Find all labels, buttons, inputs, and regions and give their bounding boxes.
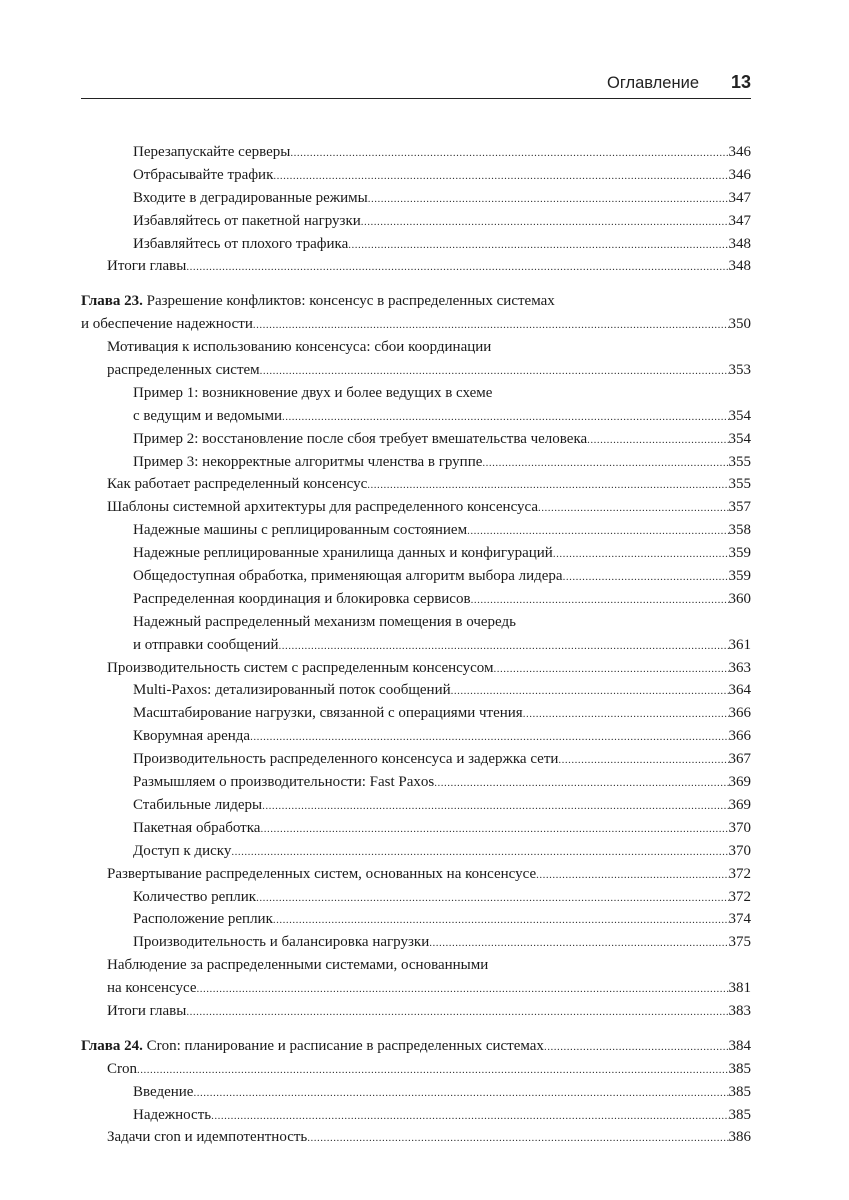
dot-leader	[250, 725, 728, 748]
toc-line	[81, 611, 751, 634]
toc-entry[interactable]	[81, 1081, 751, 1104]
toc-entry-title: Отбрасывайте трафик	[133, 166, 274, 183]
toc-line	[81, 519, 751, 542]
toc-entry[interactable]	[81, 519, 751, 542]
toc-line	[81, 210, 751, 233]
dot-leader	[196, 977, 728, 1000]
toc-line	[81, 313, 751, 336]
toc-entry-title: Перезапускайте серверы	[133, 144, 291, 160]
toc-entry-title: Итоги главы	[107, 1002, 187, 1019]
toc-line	[81, 255, 751, 278]
toc-line	[81, 233, 751, 256]
toc-page-number: 359	[728, 568, 751, 585]
toc-page-number: 385	[728, 1060, 751, 1077]
dot-leader	[193, 1081, 728, 1104]
toc-page-number: 370	[728, 819, 751, 836]
toc-entry-title: Cron	[107, 1060, 137, 1077]
toc-entry[interactable]	[81, 588, 751, 611]
toc-entry-title: Входите в деградированные режимы	[133, 189, 368, 206]
toc-entry[interactable]	[81, 428, 751, 451]
dot-leader	[211, 1104, 728, 1127]
toc-line	[81, 290, 751, 313]
dot-leader	[434, 771, 728, 794]
toc-entry[interactable]	[81, 473, 751, 496]
dot-leader	[523, 702, 729, 725]
toc-line	[81, 141, 751, 164]
toc-entry[interactable]	[81, 1126, 751, 1149]
dot-leader	[538, 496, 728, 519]
toc-page-number: 364	[728, 682, 751, 699]
toc-line	[81, 908, 751, 931]
toc-line	[81, 428, 751, 451]
toc-line	[81, 794, 751, 817]
toc-line	[81, 542, 751, 565]
toc-line	[81, 1104, 751, 1127]
dot-leader	[273, 164, 728, 187]
toc-entry[interactable]	[81, 1058, 751, 1081]
toc-entry-title: Надежные машины с реплицированным состоянием	[133, 522, 468, 539]
toc-line	[81, 817, 751, 840]
toc-page-number: 363	[728, 659, 751, 676]
toc-line	[81, 451, 751, 474]
toc-line	[81, 840, 751, 863]
dot-leader	[558, 748, 728, 771]
toc-entry[interactable]	[81, 290, 751, 336]
toc-line	[81, 863, 751, 886]
toc-entry[interactable]	[81, 748, 751, 771]
toc-entry[interactable]	[81, 141, 751, 164]
toc-entry[interactable]	[81, 1000, 751, 1023]
section-gap	[81, 1023, 751, 1035]
toc-line	[81, 748, 751, 771]
dot-leader	[482, 451, 728, 474]
toc-page-number: 369	[728, 774, 751, 791]
toc-entry[interactable]	[81, 164, 751, 187]
dot-leader	[253, 313, 729, 336]
toc-entry[interactable]	[81, 611, 751, 657]
toc-line	[81, 1058, 751, 1081]
chapter-label: Глава 24.	[81, 1037, 143, 1054]
toc-entry[interactable]	[81, 863, 751, 886]
toc-entry[interactable]	[81, 542, 751, 565]
dot-leader	[282, 405, 729, 428]
dot-leader	[186, 255, 728, 278]
chapter-label: Глава 23.	[81, 293, 143, 310]
dot-leader	[563, 565, 729, 588]
dot-leader	[587, 428, 728, 451]
running-header	[81, 68, 751, 99]
toc-page-number: 346	[728, 166, 751, 183]
toc-line	[81, 405, 751, 428]
toc-line	[81, 679, 751, 702]
dot-leader	[429, 931, 728, 954]
dot-leader	[262, 794, 728, 817]
toc-entry-title: Кворумная аренда	[133, 728, 251, 745]
dot-leader	[279, 634, 729, 657]
dot-leader	[256, 886, 728, 909]
toc-page-number: 348	[728, 235, 751, 252]
toc-entry-title: Глава 23. Разрешение конфликтов: консенсус в распределенных системах	[81, 293, 555, 310]
toc-page-number: 354	[728, 407, 751, 424]
toc-entry[interactable]	[81, 886, 751, 909]
dot-leader	[368, 187, 729, 210]
toc-page-number: 350	[728, 316, 751, 333]
toc-entry[interactable]	[81, 1035, 751, 1058]
toc-page-number: 347	[728, 212, 751, 229]
dot-leader	[451, 679, 729, 702]
toc-entry-title: Размышляем о производительности: Fast Paxos	[133, 774, 435, 791]
table-of-contents	[81, 141, 751, 1149]
toc-line	[81, 1081, 751, 1104]
toc-line	[81, 771, 751, 794]
toc-entry-title: Пример 3: некорректные алгоритмы членства в группе	[133, 453, 483, 470]
toc-page-number: 369	[728, 796, 751, 813]
toc-entry[interactable]	[81, 931, 751, 954]
toc-line	[81, 634, 751, 657]
toc-entry-title: Производительность систем с распределенным консенсусом	[107, 659, 494, 676]
toc-line	[81, 1035, 751, 1058]
toc-line	[81, 977, 751, 1000]
toc-entry-title: Наблюдение за распределенными системами, основанными	[107, 957, 489, 974]
toc-entry-title: Шаблоны системной архитектуры для распределенного консенсуса	[107, 499, 539, 516]
toc-line	[81, 359, 751, 382]
toc-line	[81, 1126, 751, 1149]
toc-entry[interactable]	[81, 702, 751, 725]
toc-line	[81, 382, 751, 405]
toc-entry[interactable]	[81, 565, 751, 588]
running-header-title: Оглавление	[607, 74, 699, 92]
toc-page-number: 367	[728, 751, 751, 768]
toc-page-number: 383	[728, 1002, 751, 1019]
toc-line	[81, 187, 751, 210]
toc-page-number: 346	[728, 144, 751, 160]
toc-entry[interactable]	[81, 908, 751, 931]
toc-line	[81, 588, 751, 611]
toc-entry-title: Multi-Paxos: детализированный поток сообщений	[133, 682, 451, 699]
dot-leader	[367, 473, 728, 496]
toc-line	[81, 565, 751, 588]
toc-entry-title: Расположение реплик	[133, 911, 273, 928]
toc-entry[interactable]	[81, 233, 751, 256]
toc-page-number: 366	[728, 728, 751, 745]
toc-page-number: 372	[728, 888, 751, 905]
dot-leader	[137, 1058, 729, 1081]
toc-entry-title: распределенных систем	[107, 362, 260, 379]
toc-entry[interactable]	[81, 840, 751, 863]
dot-leader	[260, 359, 729, 382]
toc-page-number: 361	[728, 636, 751, 653]
toc-entry-title: на консенсусе	[107, 980, 197, 997]
toc-page-number: 385	[728, 1106, 751, 1123]
toc-entry-title: Стабильные лидеры	[133, 796, 263, 813]
toc-page-number: 353	[728, 362, 751, 379]
toc-entry-title: Производительность и балансировка нагрузки	[133, 934, 430, 951]
toc-entry-title: и обеспечение надежности	[81, 316, 253, 333]
toc-entry[interactable]	[81, 210, 751, 233]
toc-entry-title: Надежные реплицированные хранилища данных и конфигураций	[133, 545, 553, 562]
toc-entry[interactable]	[81, 336, 751, 382]
toc-entry-title: Пример 1: возникновение двух и более ведущих в схеме	[133, 384, 493, 401]
toc-line	[81, 954, 751, 977]
toc-entry[interactable]	[81, 794, 751, 817]
toc-entry-title: Глава 24. Cron: планирование и расписание в распределенных системах	[81, 1037, 544, 1054]
toc-line	[81, 1000, 751, 1023]
toc-line	[81, 657, 751, 680]
toc-entry[interactable]	[81, 771, 751, 794]
toc-line	[81, 886, 751, 909]
dot-leader	[290, 141, 728, 164]
toc-entry-title: Распределенная координация и блокировка сервисов	[133, 590, 471, 607]
toc-entry[interactable]	[81, 451, 751, 474]
dot-leader	[553, 542, 729, 565]
dot-leader	[361, 210, 729, 233]
toc-entry-title: Пакетная обработка	[133, 819, 261, 836]
toc-entry[interactable]	[81, 657, 751, 680]
dot-leader	[186, 1000, 728, 1023]
toc-line	[81, 725, 751, 748]
dot-leader	[471, 588, 729, 611]
toc-page-number: 370	[728, 842, 751, 859]
toc-page-number: 372	[728, 865, 751, 882]
toc-line	[81, 336, 751, 359]
toc-entry[interactable]	[81, 1104, 751, 1127]
toc-page-number: 381	[728, 980, 751, 997]
toc-page-number: 355	[728, 476, 751, 493]
toc-entry-title: Введение	[133, 1083, 194, 1100]
toc-page-number: 354	[728, 430, 751, 447]
toc-entry-title: с ведущим и ведомыми	[133, 407, 282, 424]
toc-entry-title: Надежный распределенный механизм помещения в очередь	[133, 613, 516, 630]
dot-leader	[544, 1035, 729, 1058]
toc-page-number: 374	[728, 911, 751, 928]
toc-entry-title: Производительность распределенного консенсуса и задержка сети	[133, 751, 559, 768]
toc-entry[interactable]	[81, 496, 751, 519]
toc-entry-title: Мотивация к использованию консенсуса: сбои координации	[107, 339, 492, 356]
toc-line	[81, 931, 751, 954]
toc-page-number: 360	[728, 590, 751, 607]
toc-entry-title: и отправки сообщений	[133, 636, 279, 653]
toc-entry[interactable]	[81, 187, 751, 210]
toc-entry-title: Количество реплик	[133, 888, 257, 905]
toc-page-number: 384	[728, 1037, 751, 1054]
toc-page-number: 348	[728, 258, 751, 275]
toc-line	[81, 496, 751, 519]
toc-line	[81, 702, 751, 725]
toc-entry[interactable]	[81, 817, 751, 840]
dot-leader	[231, 840, 728, 863]
dot-leader	[467, 519, 728, 542]
toc-page-number: 375	[728, 934, 751, 951]
toc-entry-title: Развертывание распределенных систем, основанных на консенсусе	[107, 865, 537, 882]
toc-entry-title: Доступ к диску	[133, 842, 232, 859]
toc-entry[interactable]	[81, 679, 751, 702]
section-gap	[81, 278, 751, 290]
toc-entry[interactable]	[81, 382, 751, 428]
toc-entry-title: Задачи cron и идемпотентность	[107, 1129, 308, 1146]
toc-entry-title: Масштабирование нагрузки, связанной с операциями чтения	[133, 705, 523, 722]
dot-leader	[536, 863, 728, 886]
toc-line	[81, 164, 751, 187]
dot-leader	[273, 908, 729, 931]
toc-page-number: 357	[728, 499, 751, 516]
toc-entry-title: Общедоступная обработка, применяющая алгоритм выбора лидера	[133, 568, 563, 585]
toc-page-number: 355	[728, 453, 751, 470]
toc-page-number: 386	[728, 1129, 751, 1146]
toc-entry-title: Надежность	[133, 1106, 212, 1123]
page-number: 13	[730, 72, 751, 92]
toc-entry-title: Итоги главы	[107, 258, 187, 275]
toc-page-number: 347	[728, 189, 751, 206]
toc-entry[interactable]	[81, 725, 751, 748]
toc-entry[interactable]	[81, 255, 751, 278]
toc-entry[interactable]	[81, 954, 751, 1000]
toc-page-number: 366	[728, 705, 751, 722]
toc-page-number: 359	[728, 545, 751, 562]
toc-entry-title: Как работает распределенный консенсус	[107, 476, 368, 493]
toc-entry-title: Избавляйтесь от плохого трафика	[133, 235, 349, 252]
toc-line	[81, 473, 751, 496]
toc-page-number: 358	[728, 522, 751, 539]
dot-leader	[348, 233, 728, 256]
dot-leader	[493, 657, 728, 680]
dot-leader	[260, 817, 728, 840]
toc-entry-title: Пример 2: восстановление после сбоя требует вмешательства человека	[133, 430, 588, 447]
toc-page-number: 385	[728, 1083, 751, 1100]
toc-entry-title: Избавляйтесь от пакетной нагрузки	[133, 212, 361, 229]
dot-leader	[307, 1126, 728, 1149]
